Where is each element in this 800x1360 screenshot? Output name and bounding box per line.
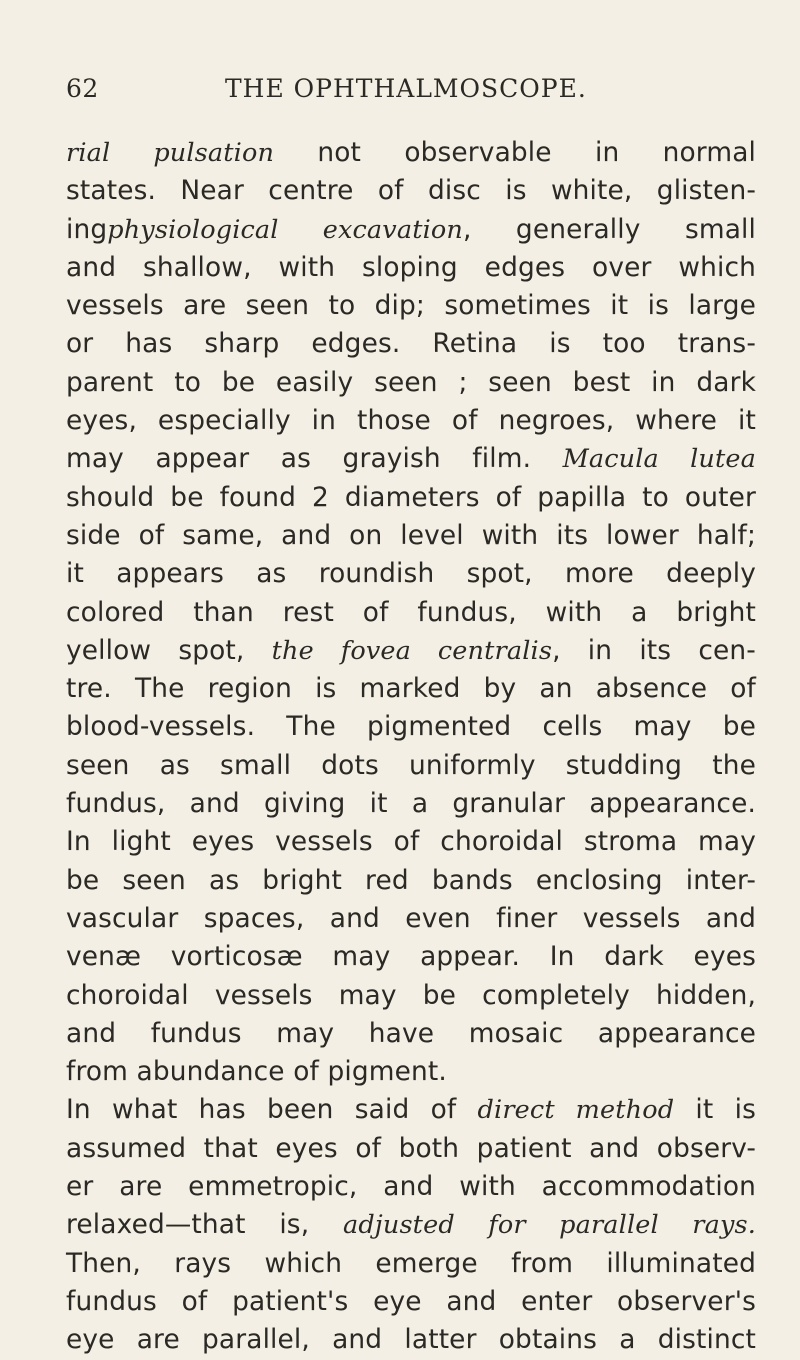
text-run: tre. The region is marked by an absence of [66,673,756,705]
text-line [66,1206,756,1244]
text-line [66,364,756,402]
text-run: colored than rest of fundus, with a bright [66,596,756,628]
text-line [66,1168,756,1206]
text-line [66,479,756,517]
running-title: THE OPHTHALMOSCOPE. [225,74,587,103]
text-line [66,1283,756,1321]
text-run: In light eyes vessels of choroidal stroma may [66,826,756,858]
text-run: or has sharp edges. Retina is too trans- [66,328,756,360]
text-line [66,1015,756,1053]
text-line [66,325,756,363]
text-run: , generally small [462,213,756,245]
text-line [66,1091,756,1129]
text-line [66,747,756,785]
text-run: ing [66,213,108,245]
text-run: states. Near centre of disc is white, glisten- [66,175,756,207]
text-line [66,785,756,823]
text-line [66,594,756,632]
running-head [66,74,666,114]
text-line [66,440,756,478]
italic-phrase: physiological excavation [107,214,463,245]
text-run: assumed that eyes of both patient and observ- [66,1132,756,1164]
text-run: fundus, and giving it a granular appearance. [66,788,756,820]
text-line [66,555,756,593]
text-line [66,977,756,1015]
text-run: seen as small dots uniformly studding the [66,749,756,781]
text-line [66,632,756,670]
text-run: eyes, especially in those of negroes, where it [66,405,756,437]
text-line [66,1130,756,1168]
text-run: should be found 2 diameters of papilla to outer [66,481,756,513]
text-line [66,1245,756,1283]
text-run: vascular spaces, and even finer vessels and [66,902,756,934]
text-line [66,900,756,938]
text-run: and shallow, with sloping edges over which [66,251,756,283]
text-line [66,1321,756,1359]
page-number: 62 [66,74,99,103]
text-run: relaxed—that is, [66,1209,343,1241]
text-line [66,249,756,287]
text-run: may appear as grayish film. [66,443,563,475]
text-line [66,134,756,172]
text-run: be seen as bright red bands enclosing inter- [66,864,756,896]
text-run: it is [674,1094,756,1126]
text-run: parent to be easily seen ; seen best in dark [66,366,756,398]
text-line [66,172,756,210]
italic-phrase: Macula lutea [562,444,757,475]
italic-phrase: rial pulsation [66,138,275,168]
text-run: blood-vessels. The pigmented cells may be [66,711,756,743]
text-run: not observable in normal [274,137,756,168]
text-line [66,287,756,325]
text-run: vessels are seen to dip; sometimes it is large [66,290,756,322]
text-line [66,517,756,555]
text-run: In what has been said of [66,1094,478,1126]
text-line [66,670,756,708]
italic-phrase: the fovea centralis [271,635,553,666]
text-run: er are emmetropic, and with accommodation [66,1171,756,1203]
text-run: yellow spot, [66,634,272,666]
italic-phrase: direct method [477,1095,675,1126]
text-run: choroidal vessels may be completely hidden, [66,979,756,1011]
text-run: from abundance of pigment. [66,1056,447,1088]
text-line [66,862,756,900]
body-text [66,134,756,1360]
text-line [66,708,756,746]
text-run: it appears as roundish spot, more deeply [66,558,756,590]
italic-phrase: adjusted for parallel rays. [342,1210,756,1241]
text-line [66,938,756,976]
text-run: Then, rays which emerge from illuminated [66,1247,756,1279]
text-run: side of same, and on level with its lower half; [66,519,756,551]
text-line [66,1053,756,1091]
text-line [66,402,756,440]
text-line [66,823,756,861]
text-run: fundus of patient's eye and enter observer's [66,1285,756,1317]
text-run: and fundus may have mosaic appearance [66,1017,756,1049]
text-run: eye are parallel, and latter obtains a distinct [66,1324,756,1356]
text-run: venæ vorticosæ may appear. In dark eyes [66,941,756,973]
text-run: , in its cen- [552,634,756,666]
text-line [66,211,756,249]
